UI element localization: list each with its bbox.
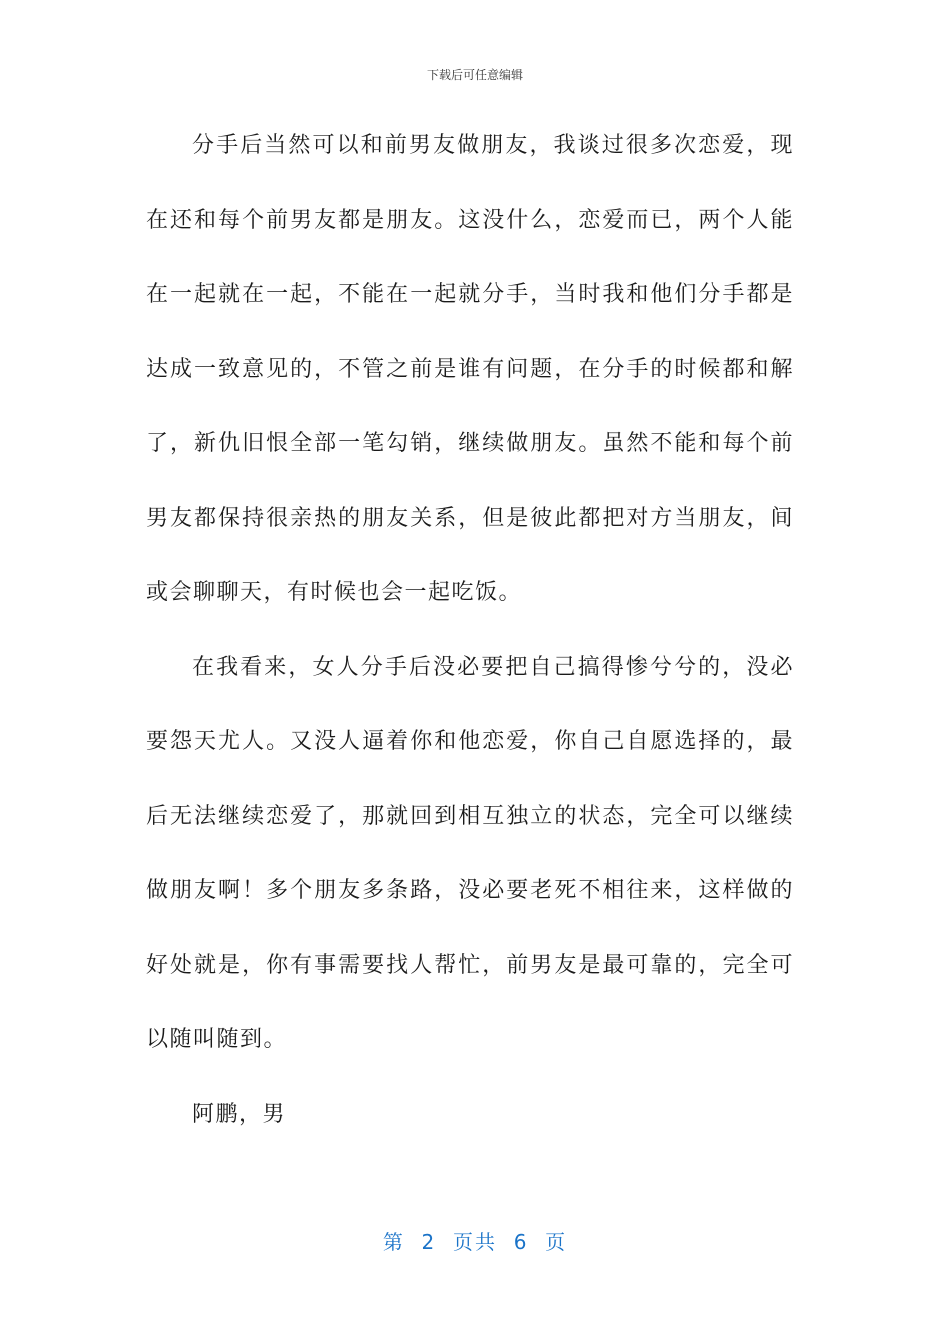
paragraph-1: 分手后当然可以和前男友做朋友，我谈过很多次恋爱，现在还和每个前男友都是朋友。这没什么，恋爱而已，两个人能在一起就在一起，不能在一起就分手，当时我和他们分手都是达成一致意见的，不管之前是谁有问题，在分手的时候都和解了，新仇旧恨全部一笔勾销，继续做朋友。虽然不能和每个前男友都保持很亲热的朋友关系，但是彼此都把对方当朋友，间或会聊聊天，有时候也会一起吃饭。 <box>146 133 794 605</box>
document-body <box>146 109 794 1152</box>
paragraph-3: 阿鹏，男 <box>192 1101 287 1127</box>
paragraph-2: 在我看来，女人分手后没必要把自己搞得惨兮兮的，没必要怨天尤人。又没人逼着你和他恋爱，你自己自愿选择的，最后无法继续恋爱了，那就回到相互独立的状态，完全可以继续做朋友啊！多个朋友多条路，没必要老死不相往来，这样做的好处就是，你有事需要找人帮忙，前男友是最可靠的，完全可以随叫随到。 <box>146 654 794 1052</box>
page-number-footer: 第 2 页共 6 页 <box>382 1230 568 1254</box>
page-header-note: 下载后可任意编辑 <box>426 68 523 82</box>
